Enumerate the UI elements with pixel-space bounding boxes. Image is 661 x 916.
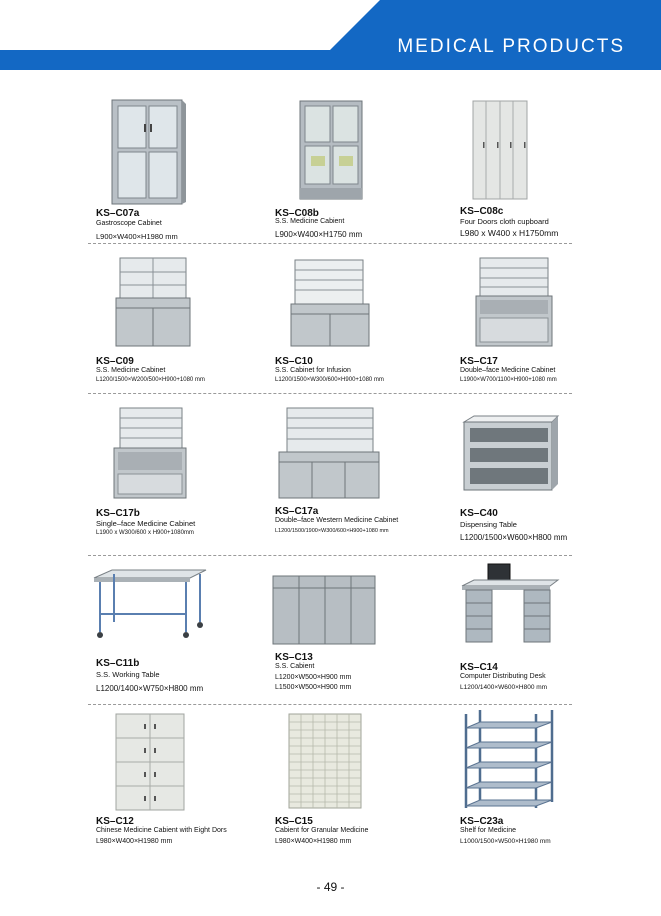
product-ks-c17b: [96, 400, 286, 550]
product-code: KS–C08c: [460, 206, 504, 217]
product-code: KS–C17a: [275, 506, 319, 517]
product-ks-c09: [96, 252, 286, 392]
product-ks-c10: [275, 252, 465, 392]
row-divider: [88, 243, 572, 244]
product-dimensions: L1900×W700/1100×H900+1080 mm: [460, 377, 557, 383]
working-table-image: [90, 566, 210, 642]
product-code: KS–C10: [275, 356, 313, 367]
product-name: Gastroscope Cabinet: [96, 220, 162, 227]
product-code: KS–C23a: [460, 816, 504, 827]
double-face-cabinet-image: [474, 254, 554, 350]
product-name: Dispensing Table: [460, 520, 517, 529]
product-dimensions: L1200/1500×W300/600×H900+1080 mm: [275, 377, 384, 383]
infusion-cabinet-image: [287, 256, 377, 350]
product-code: KS–C13: [275, 652, 313, 663]
product-name: S.S. Cabinet for Infusion: [275, 367, 351, 374]
product-name: S.S. Cabient: [275, 663, 315, 670]
product-code: KS–C17b: [96, 508, 140, 519]
product-dimensions: L1200/1400×W600×H800 mm: [460, 684, 548, 691]
product-dimensions: L1900 x W300/600 x H900+1080mm: [96, 530, 194, 536]
computer-desk-image: [460, 562, 560, 646]
product-code: KS–C12: [96, 816, 134, 827]
product-name: Shelf for Medicine: [460, 827, 517, 834]
gastroscope-cabinet-image: [108, 96, 188, 206]
product-code: KS–C14: [460, 662, 498, 673]
product-ks-c11b: [96, 560, 286, 700]
product-dimensions: L980×W400×H1980 mm: [275, 838, 352, 845]
product-dimensions: L900×W400×H1980 mm: [96, 232, 178, 241]
product-name: Double–face Medicine Cabinet: [460, 367, 556, 374]
product-ks-c07a: [96, 96, 286, 246]
single-face-cabinet-image: [110, 404, 190, 504]
product-ks-c13: [275, 560, 465, 700]
product-code: KS–C07a: [96, 208, 140, 219]
page-number: - 49 -: [316, 880, 345, 894]
product-name: Cabient for Granular Medicine: [275, 827, 369, 834]
ss-cabinet-image: [269, 572, 381, 648]
header-banner: [0, 0, 661, 70]
product-name: S.S. Working Table: [96, 670, 160, 679]
dispensing-table-image: [460, 414, 560, 494]
row-divider: [88, 704, 572, 705]
product-dimensions: L980×W400×H1980 mm: [96, 838, 173, 845]
product-name: Computer Distributing Desk: [460, 673, 546, 680]
medicine-shelf-image: [460, 708, 560, 812]
product-ks-c08c: [460, 96, 650, 246]
row-divider: [88, 393, 572, 394]
product-name: Chinese Medicine Cabient with Eight Dors: [96, 827, 227, 834]
product-ks-c12: [96, 708, 286, 858]
medicine-cabinet-image: [297, 98, 367, 202]
product-name: Four Doors cloth cupboard: [460, 217, 549, 226]
product-ks-c23a: [460, 708, 650, 858]
product-name: S.S. Medicine Cabient: [275, 218, 345, 225]
medicine-cabinet-image: [114, 254, 194, 350]
product-code: KS–C15: [275, 816, 313, 827]
product-dimensions: L1500×W500×H900 mm: [275, 684, 352, 691]
product-dimensions: L900×W400×H1750 mm: [275, 230, 363, 239]
product-dimensions: L1200/1400×W750×H800 mm: [96, 684, 204, 693]
western-medicine-cabinet-image: [275, 404, 385, 504]
product-dimensions: L980 x W400 x H1750mm: [460, 228, 559, 238]
product-dimensions: L1000/1500×W500×H1980 mm: [460, 838, 551, 845]
product-code: KS–C40: [460, 508, 498, 519]
granular-medicine-cabinet-image: [285, 710, 365, 812]
chinese-medicine-cabinet-image: [112, 710, 188, 812]
product-dimensions: L1200/1500/1900×W300/600×H900+1080 mm: [275, 528, 389, 534]
product-ks-c17: [460, 252, 650, 392]
product-ks-c08b: [275, 96, 465, 246]
product-ks-c14: [460, 560, 650, 700]
product-code: KS–C08b: [275, 208, 319, 219]
row-divider: [88, 555, 572, 556]
product-ks-c17a: [275, 400, 465, 550]
product-code: KS–C11b: [96, 658, 140, 669]
product-dimensions: L1200×W500×H900 mm: [275, 674, 352, 681]
product-ks-c40: [460, 400, 650, 550]
product-dimensions: L1200/1500×W600×H800 mm: [460, 533, 568, 542]
section-title: MEDICAL PRODUCTS: [397, 36, 625, 57]
cloth-cupboard-image: [470, 98, 530, 202]
product-name: Double–face Western Medicine Cabinet: [275, 517, 399, 524]
product-name: S.S. Medicine Cabinet: [96, 367, 166, 374]
product-code: KS–C09: [96, 356, 134, 367]
product-dimensions: L1200/1500×W200/500×H900+1080 mm: [96, 377, 205, 383]
product-name: Single–face Medicine Cabinet: [96, 519, 196, 528]
product-ks-c15: [275, 708, 465, 858]
product-code: KS–C17: [460, 356, 498, 367]
